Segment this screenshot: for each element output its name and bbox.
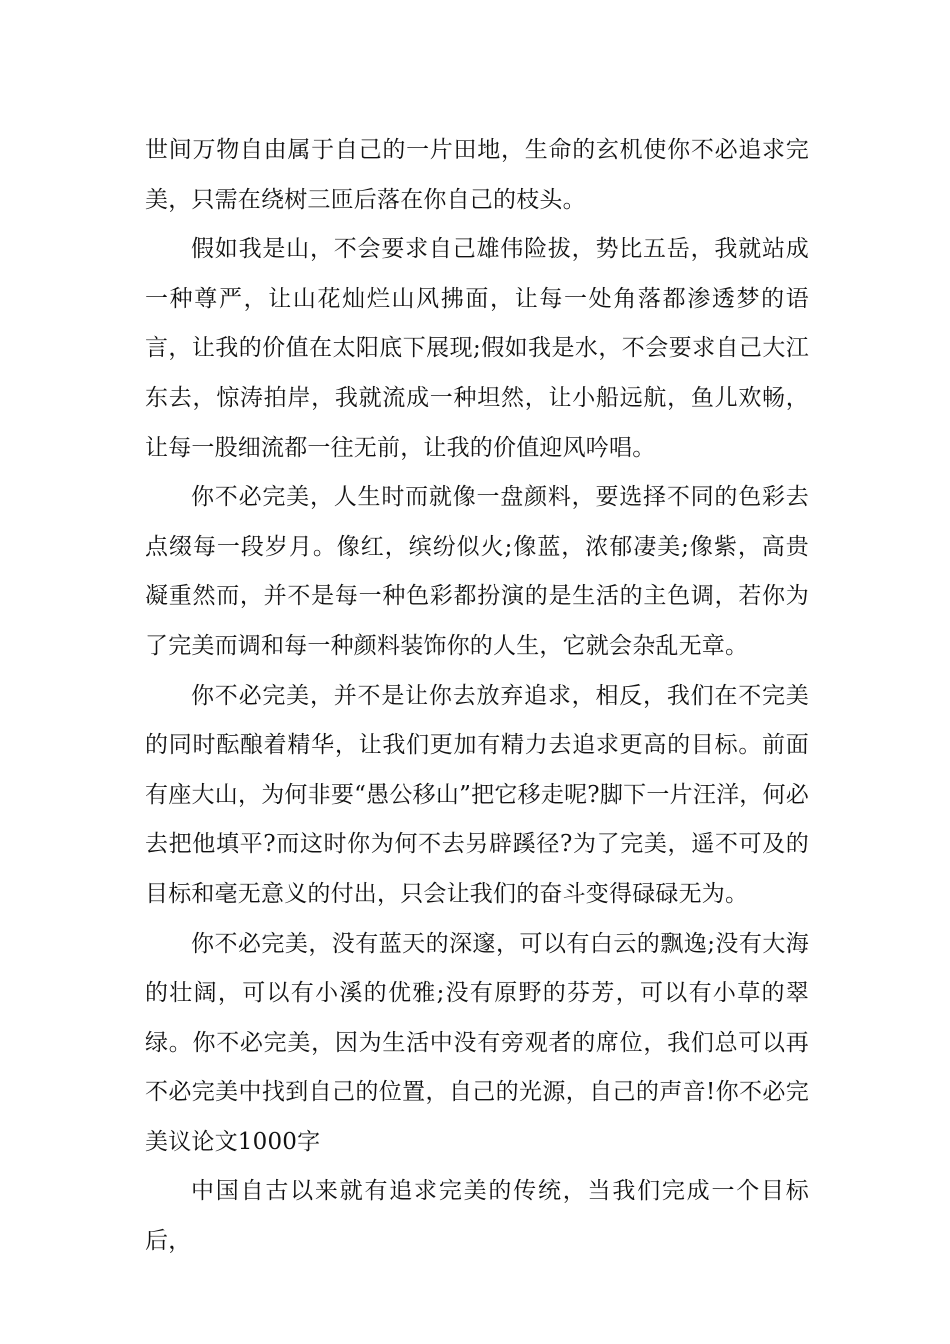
paragraph-6: 中国自古以来就有追求完美的传统，当我们完成一个目标后， (145, 1178, 809, 1255)
paragraph-5: 你不必完美，没有蓝天的深邃，可以有白云的飘逸;没有大海的壮阔，可以有小溪的优雅;没有原野的芬芳，可以有小草的翠绿。你不必完美，因为生活中没有旁观者的席位，我们总可以再不必完美中找到自己的位置，自己的光源，自己的声音!你不必完美议论文1000字 (145, 930, 809, 1155)
document-body (145, 126, 809, 1267)
paragraph-2: 假如我是山，不会要求自己雄伟险拔，势比五岳，我就站成一种尊严，让山花灿烂山风拂面，让每一处角落都渗透梦的语言，让我的价值在太阳底下展现;假如我是水，不会要求自己大江东去，惊涛拍岸，我就流成一种坦然，让小船远航，鱼儿欢畅，让每一股细流都一往无前，让我的价值迎风吟唱。 (145, 236, 809, 461)
paragraph-1: 世间万物自由属于自己的一片田地，生命的玄机使你不必追求完美，只需在绕树三匝后落在你自己的枝头。 (145, 137, 809, 213)
paragraph-4: 你不必完美，并不是让你去放弃追求，相反，我们在不完美的同时酝酿着精华，让我们更加有精力去追求更高的目标。前面有座大山，为何非要“愚公移山”把它移走呢?脚下一片汪洋，何必去把他填平?而这时你为何不去另辟蹊径?为了完美，遥不可及的目标和毫无意义的付出，只会让我们的奋斗变得碌碌无为。 (145, 682, 809, 907)
paragraph-3: 你不必完美，人生时而就像一盘颜料，要选择不同的色彩去点缀每一段岁月。像红，缤纷似火;像蓝，浓郁凄美;像紫，高贵凝重然而，并不是每一种色彩都扮演的是生活的主色调，若你为了完美而调和每一种颜料装饰你的人生，它就会杂乱无章。 (145, 484, 809, 659)
